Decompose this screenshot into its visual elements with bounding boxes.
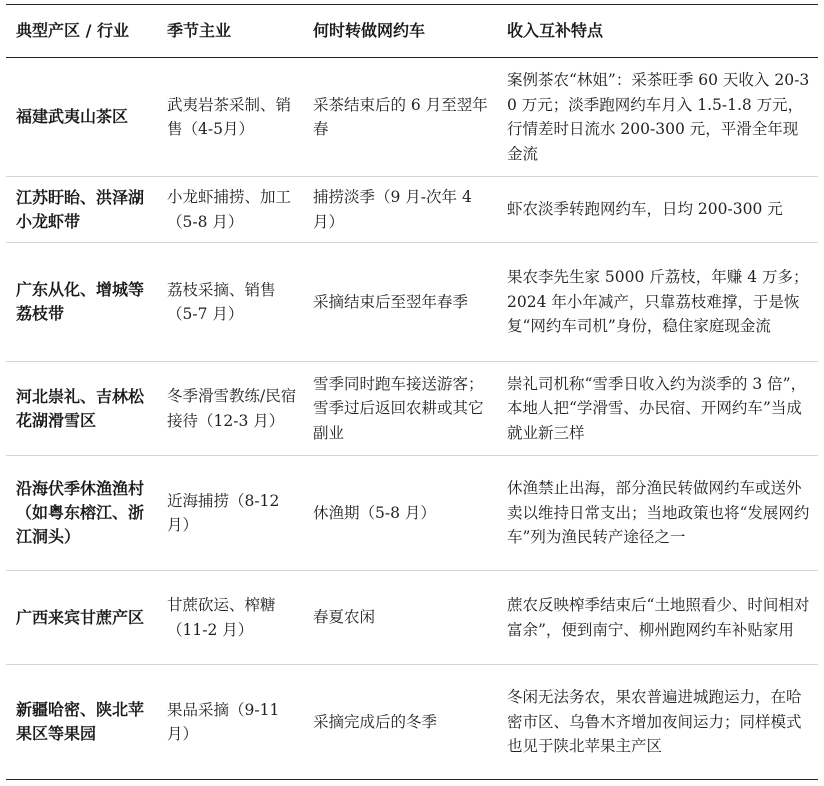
cell-when-switch: 采摘完成后的冬季: [313, 712, 438, 731]
cell-main-business: 小龙虾捕捞、加工（5-8 月）: [167, 188, 292, 231]
cell-when-switch: 采摘结束后至翌年春季: [313, 292, 469, 311]
header-region: 典型产区 / 行业: [16, 21, 129, 40]
cell-main-business: 冬季滑雪教练/民宿接待（12-3 月）: [167, 387, 297, 430]
cell-income-features: 冬闲无法务农，果农普遍进城跑运力，在哈密市区、乌鲁木齐增加夜间运力；同样模式也见于陕北苹果主产区: [507, 688, 802, 756]
cell-region: 广东从化、增城等荔枝带: [16, 280, 145, 323]
cell-when-switch: 采茶结束后的 6 月至翌年春: [313, 95, 488, 138]
table-row: [6, 243, 818, 362]
cell-main-business: 果品采摘（9-11 月）: [167, 700, 280, 743]
cell-income-features: 虾农淡季转跑网约车，日均 200-300 元: [507, 200, 783, 219]
cell-when-switch: 休渔期（5-8 月）: [313, 503, 436, 522]
cell-main-business: 荔枝采摘、销售（5-7 月）: [167, 280, 276, 323]
cell-income-features: 休渔禁止出海，部分渔民转做网约车或送外卖以维持日常支出；当地政策也将“发展网约车”列为渔民转产途径之一: [507, 479, 810, 547]
cell-when-switch: 捕捞淡季（9 月-次年 4 月）: [313, 188, 472, 231]
cell-main-business: 武夷岩茶采制、销售（4-5月）: [167, 95, 292, 138]
cell-region: 广西来宾甘蔗产区: [16, 607, 145, 627]
table-body: [6, 57, 818, 780]
cell-region: 江苏盱眙、洪泽湖小龙虾带: [16, 187, 145, 231]
cell-main-business: 近海捕捞（8-12 月）: [167, 491, 280, 534]
cell-main-business: 甘蔗砍运、榨糖（11-2 月）: [167, 596, 276, 639]
cell-income-features: 崇礼司机称“雪季日收入约为淡季的 3 倍”，本地人把“学滑雪、办民宿、开网约车”当成就业新三样: [507, 374, 807, 442]
seasonal-work-table: [6, 4, 818, 780]
table-row: [6, 571, 818, 665]
cell-income-features: 果农李先生家 5000 斤荔枝，年赚 4 万多；2024 年小年减产，只靠荔枝难撑，于是恢复“网约车司机”身份，稳住家庭现金流: [507, 268, 809, 336]
header-main-business: 季节主业: [167, 21, 232, 40]
cell-region: 河北崇礼、吉林松花湖滑雪区: [16, 386, 145, 430]
table-row: [6, 665, 818, 780]
cell-region: 新疆哈密、陕北苹果区等果园: [16, 700, 145, 743]
cell-region: 沿海伏季休渔渔村（如粤东榕江、浙江洞头）: [16, 479, 145, 546]
cell-region: 福建武夷山茶区: [16, 107, 129, 126]
cell-income-features: 蔗农反映榨季结束后“土地照看少、时间相对富余”，便到南宁、柳州跑网约车补贴家用: [507, 596, 810, 639]
table-row: [6, 362, 818, 456]
header-when-switch: 何时转做网约车: [313, 21, 426, 40]
cell-when-switch: 春夏农闲: [313, 608, 376, 627]
table-header-row: [6, 5, 818, 57]
cell-income-features: 案例茶农“林姐”：采茶旺季 60 天收入 20-30 万元；淡季跑网约车月入 1.5-1.8 万元，行情差时日流水 200-300 元，平滑全年现金流: [507, 71, 810, 163]
header-income-features: 收入互补特点: [507, 21, 604, 40]
table-row: [6, 58, 818, 177]
table-row: [6, 177, 818, 243]
cell-when-switch: 雪季同时跑车接送游客；雪季过后返回农耕或其它副业: [313, 374, 484, 442]
table-row: [6, 456, 818, 571]
